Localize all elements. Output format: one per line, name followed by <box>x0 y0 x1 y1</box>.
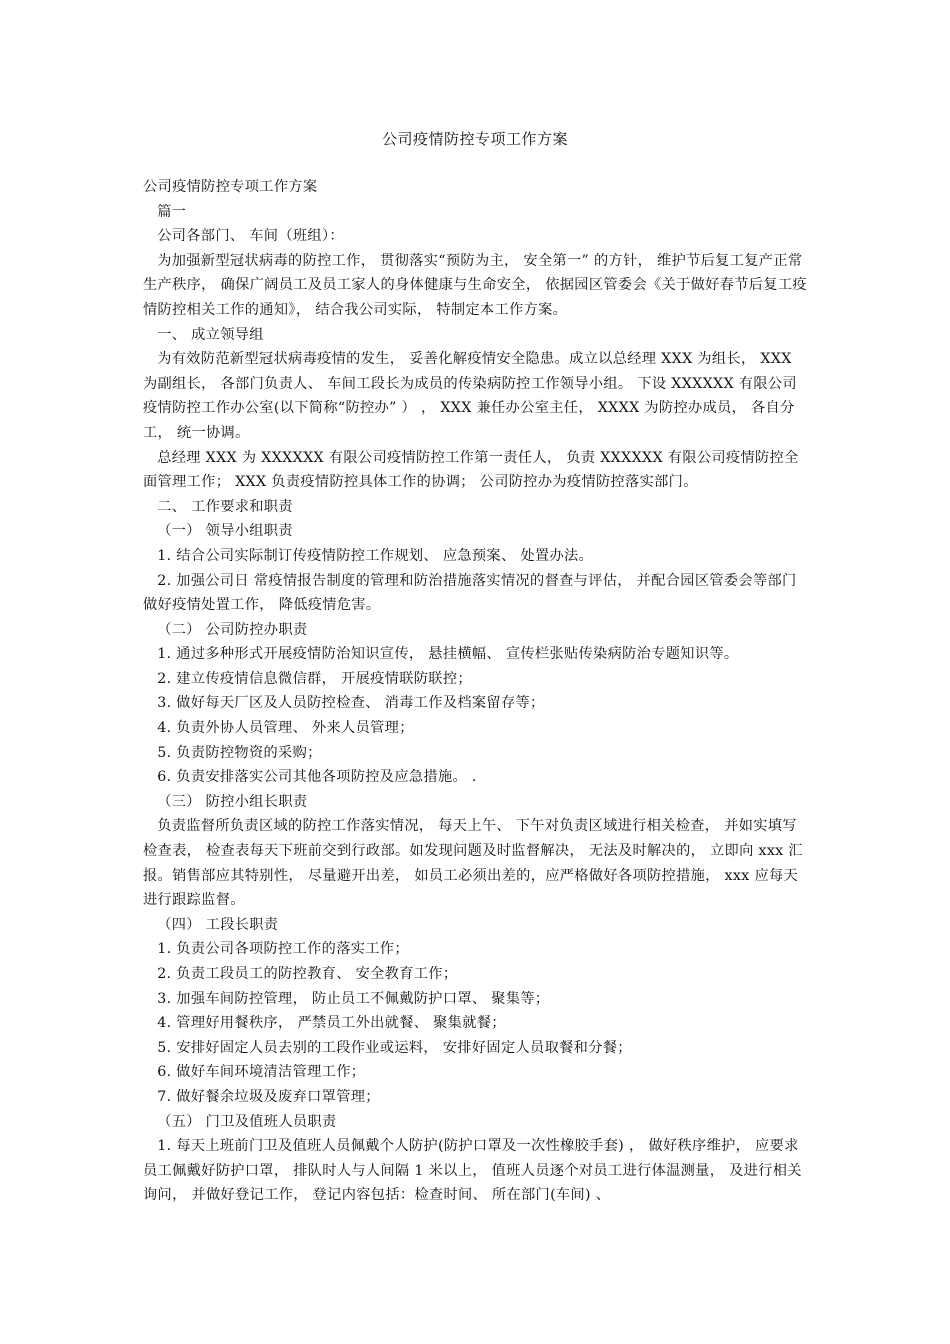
paragraph: 6. 做好车间环境清洁管理工作； <box>157 1064 366 1081</box>
paragraph: 为有效防范新型冠状病毒疫情的发生， 妥善化解疫情安全隐患。成立以总经理 XXX 为组长， XXX 为副组长， 各部门负责人、 车间工段长为成员的传染病防控工作领导小组。 下设 XXXXXX 有限公司疫情防控工作办公室(以下简称“防控办” ） ， XXX 兼任办公室主任， XXXX 为防控办成员， 各自分工， 统一协调。 <box>143 351 797 441</box>
paragraph: 4. 负责外协人员管理、 外来人员管理； <box>157 720 414 737</box>
paragraph: （二） 公司防控办职责 <box>157 621 308 638</box>
paragraph: 5. 安排好固定人员去别的工段作业或运料， 安排好固定人员取餐和分餐； <box>157 1039 632 1056</box>
paragraph: 4. 管理好用餐秩序， 严禁员工外出就餐、 聚集就餐； <box>157 1015 506 1032</box>
paragraph: 2. 加强公司日 常疫情报告制度的管理和防治措施落实情况的督查与评估， 并配合园区管委会等部门做好疫情处置工作， 降低疫情危害。 <box>143 572 797 614</box>
document-body <box>143 175 809 1208</box>
paragraph: 1. 通过多种形式开展疫情防治知识宣传， 悬挂横幅、 宣传栏张贴传染病防治专题知识等。 <box>157 646 739 663</box>
paragraph: 公司各部门、 车间（班组）： <box>157 228 344 245</box>
paragraph: 5. 负责防控物资的采购； <box>157 744 322 761</box>
paragraph: 1. 负责公司各项防控工作的落实工作； <box>157 941 409 958</box>
paragraph: 3. 加强车间防控管理， 防止员工不佩戴防护口罩、 聚集等； <box>157 990 550 1007</box>
paragraph: 二、 工作要求和职责 <box>157 498 293 515</box>
paragraph: 7. 做好餐余垃圾及废弃口罩管理； <box>157 1088 380 1105</box>
paragraph: （四） 工段长职责 <box>157 916 279 933</box>
paragraph: 3. 做好每天厂区及人员防控检查、 消毒工作及档案留存等； <box>157 695 545 712</box>
paragraph: 6. 负责安排落实公司其他各项防控及应急措施。 . <box>157 769 477 786</box>
paragraph: 2. 负责工段员工的防控教育、 安全教育工作； <box>157 966 458 982</box>
paragraph: （五） 门卫及值班人员职责 <box>157 1113 337 1130</box>
paragraph: 总经理 XXX 为 XXXXXX 有限公司疫情防控工作第一责任人， 负责 XXXXXX 有限公司疫情防控全面管理工作； XXX 负责疫情防控具体工作的协调； 公司防控办为疫情防控落实部门。 <box>143 449 799 491</box>
paragraph: 为加强新型冠状病毒的防控工作， 贯彻落实“预防为主， 安全第一” 的方针， 维护节后复工复产正常生产秩序， 确保广阔员工及员工家人的身体健康与生命安全， 依据园区管委会《关于做好春节后复工疫情防控相关工作的通知》， 结合我公司实际， 特制定本工作方案。 <box>143 252 807 318</box>
paragraph: 篇一 <box>157 203 187 220</box>
paragraph: 2. 建立传疫情信息微信群， 开展疫情联防联控； <box>157 670 472 687</box>
paragraph: 1. 每天上班前门卫及值班人员佩戴个人防护(防护口罩及一次性橡胶手套) ， 做好秩序维护， 应要求员工佩戴好防护口罩， 排队时人与人间隔 1 米以上， 值班人员逐个对员工进行体温测量， 及进行相关询问， 并做好登记工作， 登记内容包括：检查时间、 所在部门(车间) 、 <box>143 1138 802 1204</box>
paragraph: 公司疫情防控专项工作方案 <box>143 179 318 195</box>
paragraph: （三） 防控小组长职责 <box>157 793 308 810</box>
paragraph: 负责监督所负责区域的防控工作落实情况， 每天上午、 下午对负责区域进行相关检查， 并如实填写检查表， 检查表每天下班前交到行政部。如发现问题及时监督解决， 无法及时解决的， 立即向 xxx 汇报。销售部应其特别性， 尽量避开出差， 如员工必须出差的，应严格做好各项防控措施， xxx 应每天进行跟踪监督。 <box>143 818 803 909</box>
paragraph: 一、 成立领导组 <box>157 326 264 343</box>
document-title: 公司疫情防控专项工作方案 <box>381 130 568 148</box>
paragraph: 1. 结合公司实际制订传疫情防控工作规划、 应急预案、 处置办法。 <box>157 547 594 564</box>
paragraph: （一） 领导小组职责 <box>157 523 293 540</box>
